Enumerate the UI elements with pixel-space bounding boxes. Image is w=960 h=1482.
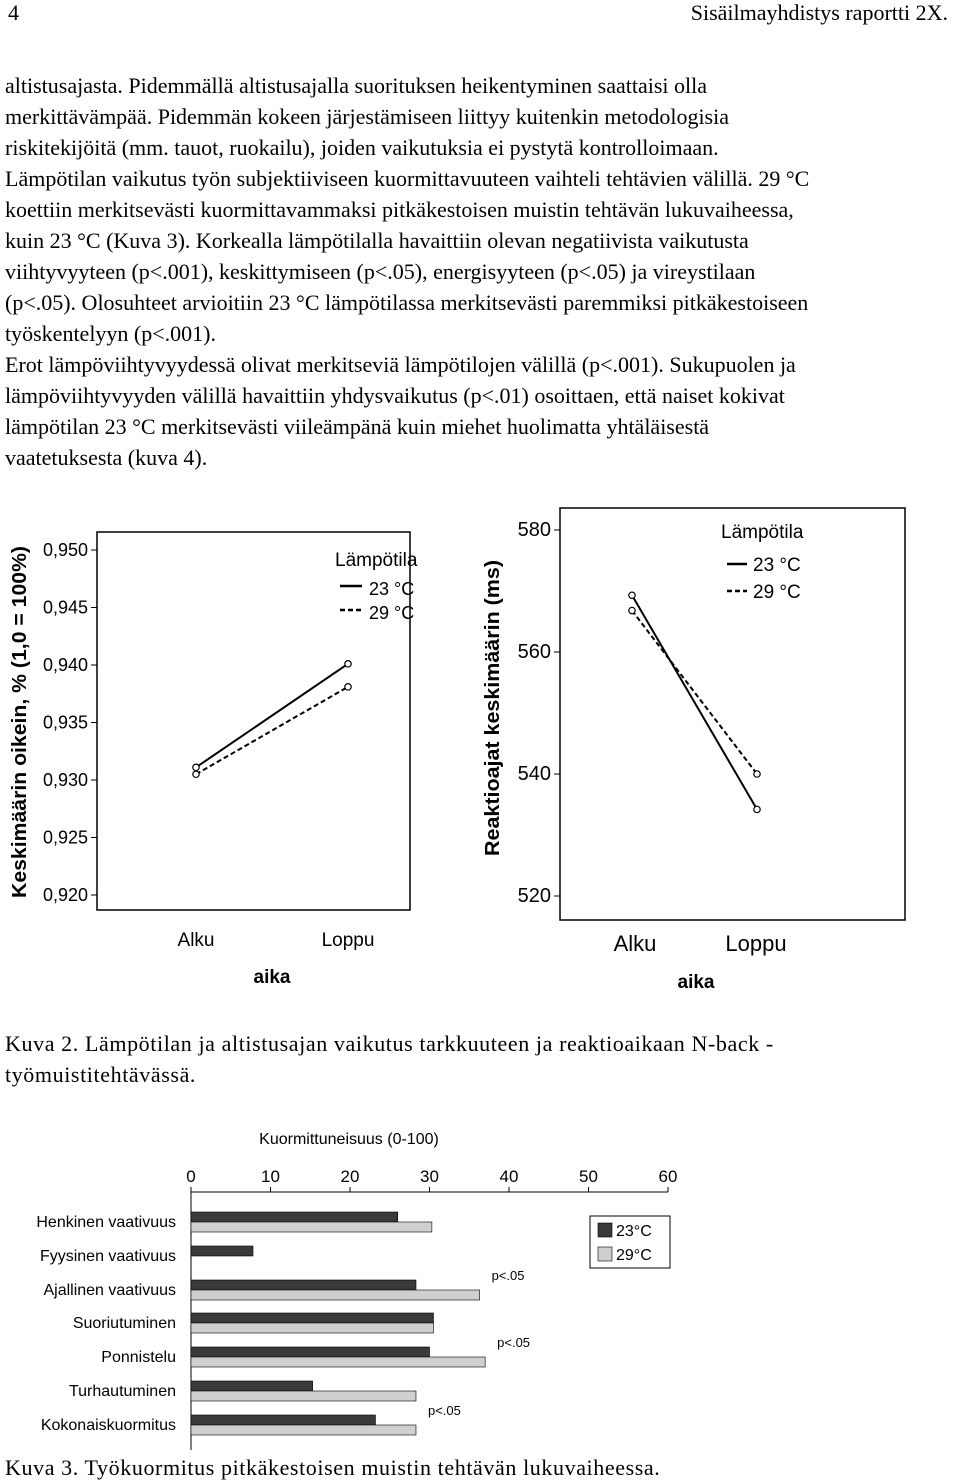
category-label: Suoriutuminen	[72, 1315, 176, 1332]
y-axis-label: Reaktioajat keskimäärin (ms)	[482, 580, 504, 856]
reaction-time-line-chart	[475, 500, 960, 1000]
y-axis-label: Keskimäärin oikein, % (1,0 = 100%)	[9, 566, 31, 898]
legend-label: 23°C	[616, 1223, 652, 1240]
legend-label: 23 °C	[369, 579, 415, 599]
bar-29c	[191, 1391, 416, 1401]
data-point	[754, 806, 760, 812]
y-tick-label: 560	[517, 641, 551, 663]
workload-bar-chart	[0, 1120, 720, 1450]
y-tick-label: 0,950	[42, 540, 88, 560]
plot-frame	[560, 508, 905, 920]
y-tick-label: 540	[517, 763, 551, 785]
data-point	[193, 764, 199, 770]
body-line: lämpötilan 23 °C merkitsevästi viileämpänä kuin miehet huolimatta yhtäläisestä	[5, 414, 710, 439]
accuracy-line-chart	[0, 500, 475, 1000]
series-line-23c	[196, 664, 348, 768]
y-tick-label: 0,945	[42, 597, 88, 618]
x-tick-label: Loppu	[321, 930, 375, 951]
bar-23c	[191, 1246, 253, 1256]
legend-swatch-23	[598, 1223, 612, 1237]
significance-annotation: p<.05	[427, 1403, 461, 1418]
bar-23c	[191, 1313, 433, 1323]
bar-29c	[191, 1357, 485, 1367]
y-tick-label: 0,940	[42, 655, 88, 675]
x-tick-label: 40	[499, 1167, 519, 1186]
x-tick-label: 10	[261, 1167, 280, 1186]
data-point	[754, 771, 760, 777]
y-tick-label: 0,925	[42, 827, 88, 848]
body-line: merkittävämpää. Pidemmän kokeen järjestämiseen liittyy kuitenkin metodologisia	[5, 104, 729, 129]
series-line-29c	[196, 687, 348, 774]
body-line: työskentelyyn (p<.001).	[5, 321, 216, 346]
legend-label: 29 °C	[753, 582, 801, 603]
legend-title: Lämpötila	[721, 522, 804, 543]
data-point	[345, 661, 351, 667]
body-line: altistusajasta. Pidemmällä altistusajalla suorituksen heikentyminen saattaisi olla	[5, 73, 708, 98]
data-point	[345, 684, 351, 690]
caption-line: työmuistitehtävässä.	[5, 1062, 197, 1087]
x-tick-label: 50	[579, 1167, 598, 1186]
bar-29c	[191, 1222, 432, 1232]
bar-23c	[191, 1280, 416, 1290]
x-tick-label: Alku	[177, 930, 215, 951]
x-axis-label: aika	[677, 972, 715, 993]
running-header: Sisäilmayhdistys raportti 2X.	[690, 0, 948, 25]
significance-annotation: p<.05	[497, 1335, 531, 1350]
legend-title: Lämpötila	[335, 550, 418, 571]
x-tick-label: 60	[658, 1167, 678, 1186]
body-line: vaatetuksesta (kuva 4).	[5, 445, 208, 470]
body-line: kuin 23 °C (Kuva 3). Korkealla lämpötilalla havaittiin olevan negatiivista vaikutusta	[5, 228, 749, 253]
category-label: Henkinen vaativuus	[36, 1214, 176, 1231]
category-label: Fyysinen vaativuus	[39, 1248, 176, 1265]
category-label: Ponnistelu	[101, 1349, 176, 1366]
plot-frame	[97, 532, 410, 910]
legend-label: 29°C	[616, 1247, 652, 1264]
body-line: koettiin merkitsevästi kuormittavammaksi pitkäkestoisen muistin tehtävän lukuvaiheessa,	[5, 197, 794, 222]
caption-line: Kuva 2. Lämpötilan ja altistusajan vaikutus tarkkuuteen ja reaktioaikaan N-back -	[5, 1031, 774, 1056]
y-tick-label: 520	[517, 885, 551, 907]
body-line: Erot lämpöviihtyvyydessä olivat merkitseviä lämpötilojen välillä (p<.001). Sukupuolen ja	[5, 352, 796, 377]
legend-label: 23 °C	[753, 555, 801, 576]
legend-swatch-29	[598, 1247, 612, 1261]
bar-23c	[191, 1381, 313, 1391]
body-line: viihtyvyyteen (p<.001), keskittymiseen (p<.05), energisyyteen (p<.05) ja vireystilaan	[5, 259, 756, 284]
data-point	[193, 771, 199, 777]
series-line-29c	[632, 611, 757, 774]
figure-2-caption	[5, 1028, 774, 1090]
category-label: Kokonaiskuormitus	[40, 1417, 176, 1434]
y-tick-label: 0,935	[42, 712, 88, 733]
x-axis-label: aika	[253, 967, 291, 988]
bar-29c	[191, 1290, 480, 1300]
y-tick-label: 580	[517, 519, 551, 541]
figure-3-caption: Kuva 3. Työkuormitus pitkäkestoisen muistin tehtävän lukuvaiheessa.	[5, 1455, 661, 1480]
legend	[721, 522, 804, 603]
body-line: riskitekijöitä (mm. tauot, ruokailu), joiden vaikutuksia ei pystytä kontrolloimaan.	[5, 135, 719, 160]
body-line: Lämpötilan vaikutus työn subjektiiviseen kuormittavuuteen vaihteli tehtävien välillä. 29 °C	[5, 166, 810, 191]
category-label: Ajallinen vaativuus	[43, 1282, 176, 1299]
legend	[590, 1216, 670, 1268]
page-number: 4	[8, 0, 19, 25]
legend	[335, 550, 418, 623]
y-tick-label: 0,920	[42, 885, 88, 905]
legend-label: 29 °C	[369, 603, 415, 623]
category-label: Turhautuminen	[68, 1383, 176, 1400]
data-point	[629, 592, 635, 598]
bar-29c	[191, 1425, 416, 1435]
x-tick-label: 0	[186, 1167, 196, 1186]
bar-23c	[191, 1212, 398, 1222]
series-line-23c	[632, 595, 757, 809]
bar-23c	[191, 1415, 375, 1425]
x-tick-label: 30	[420, 1167, 439, 1186]
x-tick-label: 20	[340, 1167, 360, 1186]
body-line: (p<.05). Olosuhteet arvioitiin 23 °C lämpötilassa merkitsevästi paremmiksi pitkäkestoiseen	[5, 290, 809, 315]
x-tick-label: Alku	[613, 931, 657, 956]
y-tick-label: 0,930	[42, 770, 88, 790]
x-tick-label: Loppu	[725, 931, 787, 956]
data-point	[629, 607, 635, 613]
chart-title: Kuormittuneisuus (0-100)	[259, 1131, 439, 1148]
significance-annotation: p<.05	[491, 1268, 525, 1283]
bar-23c	[191, 1347, 430, 1357]
bar-29c	[191, 1323, 433, 1333]
body-line: lämpöviihtyvyyden välillä havaittiin yhdysvaikutus (p<.01) osoittaen, että naiset kokivat	[5, 383, 785, 408]
body-text	[5, 70, 950, 473]
